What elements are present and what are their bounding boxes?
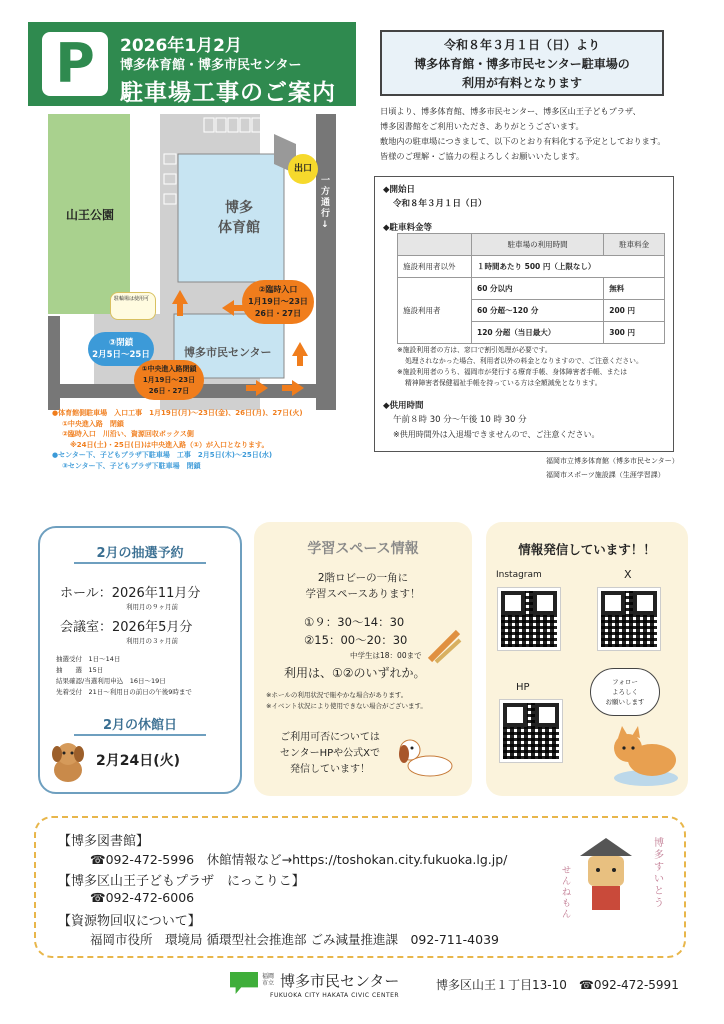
lottery-hall: ホール：2026年11月分: [60, 586, 201, 601]
library-title: 【博多図書館】: [58, 834, 150, 849]
central-closed-dates: 26日・27日: [148, 387, 190, 395]
fee-note: 精神障害者保健福祉手帳を持っている方は全額減免となります。: [405, 379, 602, 387]
fee-note: ※施設利用者の方は、窓口で割引処理が必要です。: [397, 346, 552, 354]
hours-note: ※供用時間外は入退場できませんので、ご注意ください。: [393, 430, 600, 439]
schedule-line: 先着受付 21日～利用日の前日の午後9時まで: [56, 688, 192, 696]
fee-info-box: [374, 176, 674, 452]
legend-line: ①中央進入路 閉鎖: [62, 419, 124, 428]
temp-entrance-dates: 1月19日～23日: [248, 297, 308, 306]
pencil-icon: [424, 626, 464, 666]
legend-line: ②臨時入口 川沿い、資源回収ボックス側: [62, 430, 194, 438]
org-line-2: 福岡市スポーツ施設課（生涯学習課）: [546, 471, 665, 479]
map-legend: [52, 408, 352, 471]
follow-bubble: [590, 668, 660, 716]
mascot-illustration: [576, 836, 636, 918]
hp-qr-code[interactable]: [500, 700, 562, 762]
closed3-title: ③閉鎖: [108, 338, 134, 348]
footer-city: 福岡 市立: [262, 973, 275, 987]
closed-day-date: 2月24日(火): [96, 753, 181, 769]
mascot-text-1: 博多すいとう: [654, 838, 664, 909]
intro-line: 敷地内の駐車場につきまして、以下のとおり有料化する予定としております。: [380, 136, 666, 146]
schedule-line: 結果確認/当選利用申込 16日～19日: [56, 677, 166, 685]
study-contact: [270, 730, 390, 778]
study-line-1: 2階ロビーの一角に: [317, 572, 409, 584]
dog-illustration: [394, 730, 458, 782]
sns-panel: [486, 522, 688, 796]
central-closed-badge: [134, 360, 204, 400]
bubble-line: フォロー: [612, 678, 638, 686]
schedule-line: 抽選受付 1日～14日: [56, 655, 121, 663]
study-note: ※ホールの利用状況で賑やかな場合があります。: [266, 691, 408, 699]
notice-box: [380, 30, 664, 96]
fee-note: ※施設利用者のうち、福岡市が発行する療育手帳、身体障害者手帳、または: [397, 368, 627, 376]
map-one-way-label: 一方通行↓: [321, 176, 331, 230]
fee-table-corner: [398, 234, 472, 256]
intro-line: 日頃より、博多体育館、博多市民センター、博多区山王子どもプラザ、: [380, 106, 641, 116]
footer-address: 博多区山王１丁目13-10 ☎092-472-5991: [436, 978, 679, 992]
lottery-room-sub: 利用月の３ヶ月前: [126, 637, 178, 645]
legend-line: ●センター下、子どもプラザ下駐車場 工事 2月5日(木)～25日(水): [52, 451, 273, 459]
plaza-line: ☎092-472-6006: [90, 890, 195, 905]
lottery-title: 2月の抽選予約: [96, 546, 184, 561]
library-line: ☎092-472-5996 休館情報など→https://toshokan.city.fukuoka.lg.jp/: [90, 852, 508, 867]
center-logo-icon: [230, 972, 258, 994]
study-contact-line: センターHPや公式Xで: [279, 748, 380, 759]
org-line-1: 福岡市立博多体育館（博多市民センター）: [546, 457, 679, 465]
lottery-underline: [74, 562, 206, 564]
fee-col-time: 駐車場の利用時間: [472, 234, 604, 256]
map-exit-label: 出口: [288, 154, 318, 184]
central-closed-dates: 1月19日～23日: [142, 376, 196, 384]
hp-label: HP: [516, 682, 530, 693]
fee-notes: [397, 345, 673, 389]
bike-note: 駐輪場は使用可: [110, 292, 156, 320]
study-note: ※イベント状況により使用できない場合がございます。: [266, 702, 427, 710]
temp-entrance-badge: [242, 280, 314, 324]
map-gym-label: 博多 体育館: [218, 200, 260, 236]
recycle-title: 【資源物回収について】: [58, 914, 201, 929]
fee-time: 60 分超～120 分: [472, 300, 604, 322]
closed-day-underline: [74, 734, 206, 736]
study-space-panel: [254, 522, 472, 796]
lottery-room: 会議室：2026年5月分: [60, 620, 193, 635]
contact-box: [34, 816, 686, 958]
intro-text: [380, 104, 696, 164]
lottery-hall-sub: 利用月の９ヶ月前: [126, 603, 178, 611]
shiba-dog-illustration: [606, 718, 682, 792]
fee-time: 120 分超（当日最大）: [472, 322, 604, 344]
hours-heading: ◆供用時間: [383, 401, 424, 411]
fee-amount: 300 円: [604, 322, 665, 344]
legend-line: ③センター下、子どもプラザ下駐車場 閉鎖: [62, 461, 201, 470]
study-notes: [266, 690, 427, 712]
start-heading: ◆開始日: [383, 185, 416, 195]
closed-day-title: 2月の休館日: [102, 718, 178, 733]
x-label: X: [624, 568, 632, 581]
plaza-title: 【博多区山王子どもプラザ にっこりこ】: [58, 874, 305, 889]
study-time-2: ②15：00～20：30: [304, 633, 408, 647]
fee-table: [397, 233, 665, 344]
map-civic-label: 博多市民センター: [184, 346, 272, 359]
study-usage: 利用は、①②のいずれか。: [284, 666, 426, 680]
x-qr-code[interactable]: [598, 588, 660, 650]
fee-col-fee: 駐車料金: [604, 234, 665, 256]
bubble-line: お願いします: [605, 698, 645, 706]
start-value: 令和８年３月１日（日）: [393, 199, 487, 209]
intro-line: 皆様のご理解・ご協力の程よろしくお願いいたします。: [380, 151, 585, 161]
road-left: [48, 316, 60, 410]
notice-line-2: 博多体育館・博多市民センター駐車場の: [414, 57, 630, 71]
fee-amount: 無料: [604, 278, 665, 300]
fee-heading: ◆駐車料金等: [383, 223, 433, 233]
study-title: 学習スペース情報: [307, 541, 419, 557]
header-facilities: 博多体育館・博多市民センター: [120, 58, 302, 73]
row-user-label: 施設利用者: [398, 278, 472, 344]
bubble-line: よろしく: [612, 688, 638, 696]
fee-time: 60 分以内: [472, 278, 604, 300]
study-time-note: 中学生は18：00まで: [350, 651, 422, 660]
page-title: 駐車場工事のご案内: [120, 80, 336, 106]
closed3-badge: [88, 332, 154, 366]
notice-line-3: 利用が有料となります: [461, 76, 582, 90]
temp-entrance-title: ②臨時入口: [258, 285, 298, 294]
hours-value: 午前８時 30 分～午後 10 時 30 分: [393, 415, 527, 425]
row-nonuser-value: １時間あたり 500 円（上限なし）: [472, 256, 665, 278]
study-contact-line: ご利用可否については: [280, 732, 380, 743]
central-closed-title: ①中央進入路閉鎖: [141, 365, 197, 373]
closed3-dates: 2月5日～25日: [92, 350, 150, 360]
study-line-2: 学習スペースあります！: [305, 588, 421, 600]
mascot-text-2: せんねもん: [562, 866, 572, 920]
legend-line: ※24日(土)・25日(日)は中央進入路（①）が入口となります。: [70, 440, 269, 449]
footer-center-en: FUKUOKA CITY HAKATA CIVIC CENTER: [270, 992, 400, 999]
instagram-label: Instagram: [496, 570, 542, 580]
study-contact-line: 発信しています！: [290, 764, 370, 775]
sns-title: 情報発信しています！！: [518, 542, 656, 557]
legend-line: ●体育館側駐車場 入口工事 1月19日(月)～23日(金)、26日(月)、27日(火): [52, 409, 303, 417]
dog-illustration: [48, 740, 88, 784]
parking-map: [34, 114, 344, 410]
row-nonuser-label: 施設利用者以外: [398, 256, 472, 278]
fee-amount: 200 円: [604, 300, 665, 322]
lottery-schedule: [56, 654, 192, 698]
fee-note: 処理されなかった場合、利用者以外の料金となりますので、ご注意ください。: [405, 357, 643, 365]
study-time-1: ①９：30～14：30: [304, 615, 405, 629]
recycle-line: 福岡市役所 環境局 循環型社会推進部 ごみ減量推進課 092-711-4039: [90, 932, 499, 947]
intro-line: 博多図書館をご利用いただき、ありがとうございます。: [380, 121, 584, 131]
temp-entrance-dates: 26日・27日: [254, 309, 302, 318]
notice-line-1: 令和８年３月１日（日）より: [443, 38, 600, 52]
header-banner: [28, 22, 356, 106]
header-date: 2026年1月2月: [120, 36, 242, 56]
footer-center-name: 博多市民センター: [280, 972, 400, 990]
road: [316, 114, 336, 410]
lottery-panel: [38, 526, 242, 794]
schedule-line: 抽 選 15日: [56, 666, 104, 674]
instagram-qr-code[interactable]: [498, 588, 560, 650]
map-park-label: 山王公園: [66, 208, 115, 222]
parking-icon: P: [42, 32, 108, 96]
